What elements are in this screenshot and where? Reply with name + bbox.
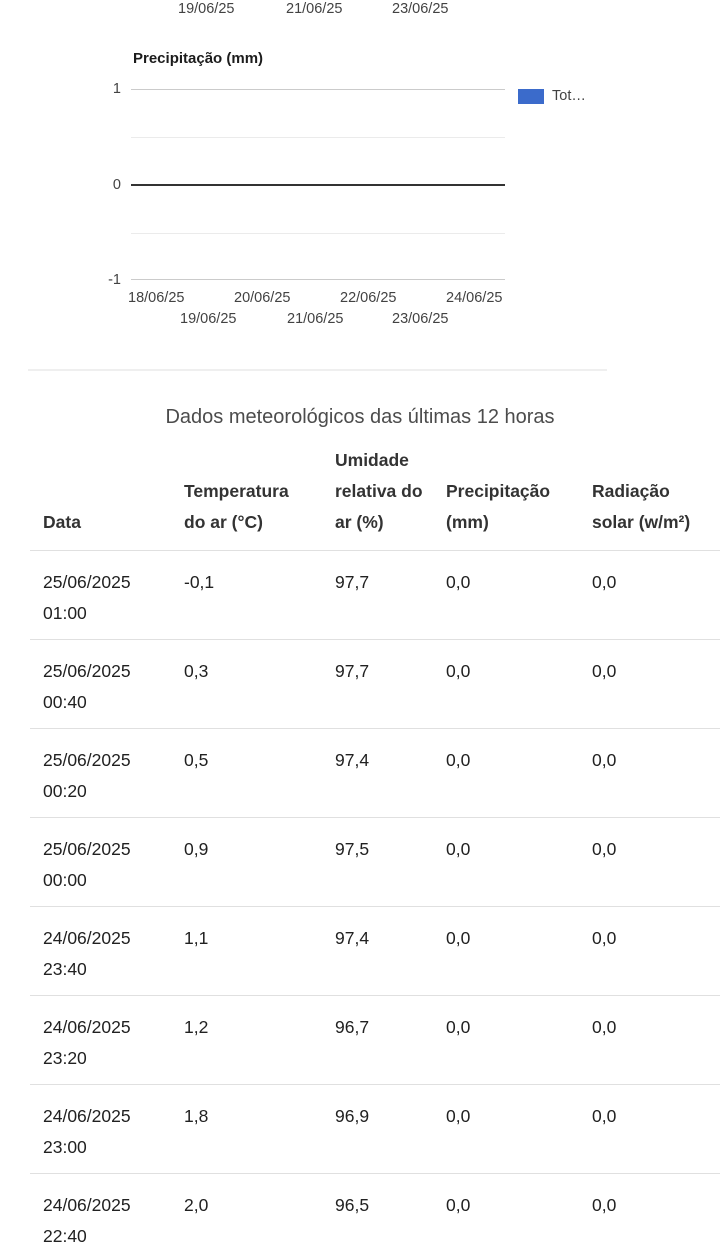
cell-radiation: 0,0 bbox=[579, 729, 720, 818]
cell-datetime bbox=[30, 1174, 171, 1250]
table-row bbox=[30, 1174, 720, 1250]
cell-date: 24/06/2025 bbox=[43, 928, 131, 948]
cell-date: 25/06/2025 bbox=[43, 750, 131, 770]
cell-date: 25/06/2025 bbox=[43, 572, 131, 592]
cell-radiation: 0,0 bbox=[579, 907, 720, 996]
table-row bbox=[30, 640, 720, 729]
legend-label: Tot… bbox=[552, 88, 586, 104]
legend-color-swatch bbox=[518, 89, 544, 104]
cell-precipitation: 0,0 bbox=[433, 729, 579, 818]
cell-humidity: 97,4 bbox=[322, 729, 433, 818]
cell-temperature: 0,5 bbox=[171, 729, 322, 818]
cell-datetime bbox=[30, 996, 171, 1085]
cell-humidity: 97,7 bbox=[322, 640, 433, 729]
cell-time: 00:40 bbox=[43, 692, 87, 712]
cell-humidity: 96,9 bbox=[322, 1085, 433, 1174]
cell-radiation: 0,0 bbox=[579, 818, 720, 907]
cell-temperature: 0,3 bbox=[171, 640, 322, 729]
x-axis-tick-label: 20/06/25 bbox=[234, 290, 291, 306]
precipitation-zero-series-line bbox=[131, 184, 505, 186]
cell-radiation: 0,0 bbox=[579, 1085, 720, 1174]
cell-datetime bbox=[30, 1085, 171, 1174]
gridline-y-1 bbox=[131, 279, 505, 280]
cell-temperature: 1,8 bbox=[171, 1085, 322, 1174]
cell-precipitation: 0,0 bbox=[433, 907, 579, 996]
cell-humidity: 97,5 bbox=[322, 818, 433, 907]
x-axis-tick-label: 21/06/25 bbox=[287, 311, 344, 327]
cell-datetime bbox=[30, 551, 171, 640]
column-header-humidity: Umidade relativa do ar (%) bbox=[322, 445, 433, 551]
cell-time: 22:40 bbox=[43, 1226, 87, 1246]
table-title: Dados meteorológicos das últimas 12 horas bbox=[165, 406, 555, 428]
table-row bbox=[30, 907, 720, 996]
cell-date: 25/06/2025 bbox=[43, 839, 131, 859]
x-axis-tick-label: 18/06/25 bbox=[128, 290, 185, 306]
cell-humidity: 97,4 bbox=[322, 907, 433, 996]
cell-radiation: 0,0 bbox=[579, 1174, 720, 1250]
cell-time: 23:40 bbox=[43, 959, 87, 979]
x-axis-tick-label: 24/06/25 bbox=[446, 290, 503, 306]
cell-datetime bbox=[30, 640, 171, 729]
column-header-radiation: Radiação solar (w/m²) bbox=[579, 445, 720, 551]
cell-date: 24/06/2025 bbox=[43, 1017, 131, 1037]
cell-time: 23:20 bbox=[43, 1048, 87, 1068]
cell-time: 00:00 bbox=[43, 870, 87, 890]
cell-humidity: 96,5 bbox=[322, 1174, 433, 1250]
cell-time: 01:00 bbox=[43, 603, 87, 623]
table-row bbox=[30, 996, 720, 1085]
gridline-y0-5 bbox=[131, 137, 505, 138]
axis-tick-label: 21/06/25 bbox=[286, 1, 343, 17]
cell-humidity: 96,7 bbox=[322, 996, 433, 1085]
table-row bbox=[30, 551, 720, 640]
cell-datetime bbox=[30, 729, 171, 818]
cell-precipitation: 0,0 bbox=[433, 1174, 579, 1250]
cell-precipitation: 0,0 bbox=[433, 1085, 579, 1174]
cell-datetime bbox=[30, 818, 171, 907]
x-axis-tick-label: 19/06/25 bbox=[180, 311, 237, 327]
gridline-y1 bbox=[131, 89, 505, 90]
section-divider bbox=[28, 369, 607, 371]
cell-time: 23:00 bbox=[43, 1137, 87, 1157]
chart-legend bbox=[518, 88, 586, 104]
table-body bbox=[30, 551, 720, 1250]
cell-precipitation: 0,0 bbox=[433, 818, 579, 907]
cell-date: 25/06/2025 bbox=[43, 661, 131, 681]
cell-date: 24/06/2025 bbox=[43, 1195, 131, 1215]
table-row bbox=[30, 1085, 720, 1174]
cell-precipitation: 0,0 bbox=[433, 996, 579, 1085]
weather-data-table bbox=[30, 445, 720, 1250]
cell-radiation: 0,0 bbox=[579, 551, 720, 640]
cell-temperature: -0,1 bbox=[171, 551, 322, 640]
gridline-y-0-5 bbox=[131, 233, 505, 234]
cell-temperature: 1,2 bbox=[171, 996, 322, 1085]
cell-temperature: 0,9 bbox=[171, 818, 322, 907]
cell-humidity: 97,7 bbox=[322, 551, 433, 640]
table-header bbox=[30, 445, 720, 551]
x-axis-tick-label: 22/06/25 bbox=[340, 290, 397, 306]
y-axis-tick-label: 0 bbox=[112, 177, 121, 193]
cell-temperature: 1,1 bbox=[171, 907, 322, 996]
cell-precipitation: 0,0 bbox=[433, 551, 579, 640]
y-axis-tick-label: -1 bbox=[108, 272, 121, 288]
column-header-precipitation: Precipitação (mm) bbox=[433, 445, 579, 551]
cell-datetime bbox=[30, 907, 171, 996]
cell-time: 00:20 bbox=[43, 781, 87, 801]
cell-date: 24/06/2025 bbox=[43, 1106, 131, 1126]
axis-tick-label: 23/06/25 bbox=[392, 1, 449, 17]
column-header-temperature: Temperatura do ar (°C) bbox=[171, 445, 322, 551]
cell-precipitation: 0,0 bbox=[433, 640, 579, 729]
table-row bbox=[30, 818, 720, 907]
chart-title: Precipitação (mm) bbox=[133, 50, 264, 67]
axis-tick-label: 19/06/25 bbox=[178, 1, 235, 17]
cell-radiation: 0,0 bbox=[579, 640, 720, 729]
y-axis-tick-label: 1 bbox=[112, 81, 121, 97]
column-header-data: Data bbox=[30, 445, 171, 551]
table-row bbox=[30, 729, 720, 818]
cell-radiation: 0,0 bbox=[579, 996, 720, 1085]
cell-temperature: 2,0 bbox=[171, 1174, 322, 1250]
x-axis-tick-label: 23/06/25 bbox=[392, 311, 449, 327]
